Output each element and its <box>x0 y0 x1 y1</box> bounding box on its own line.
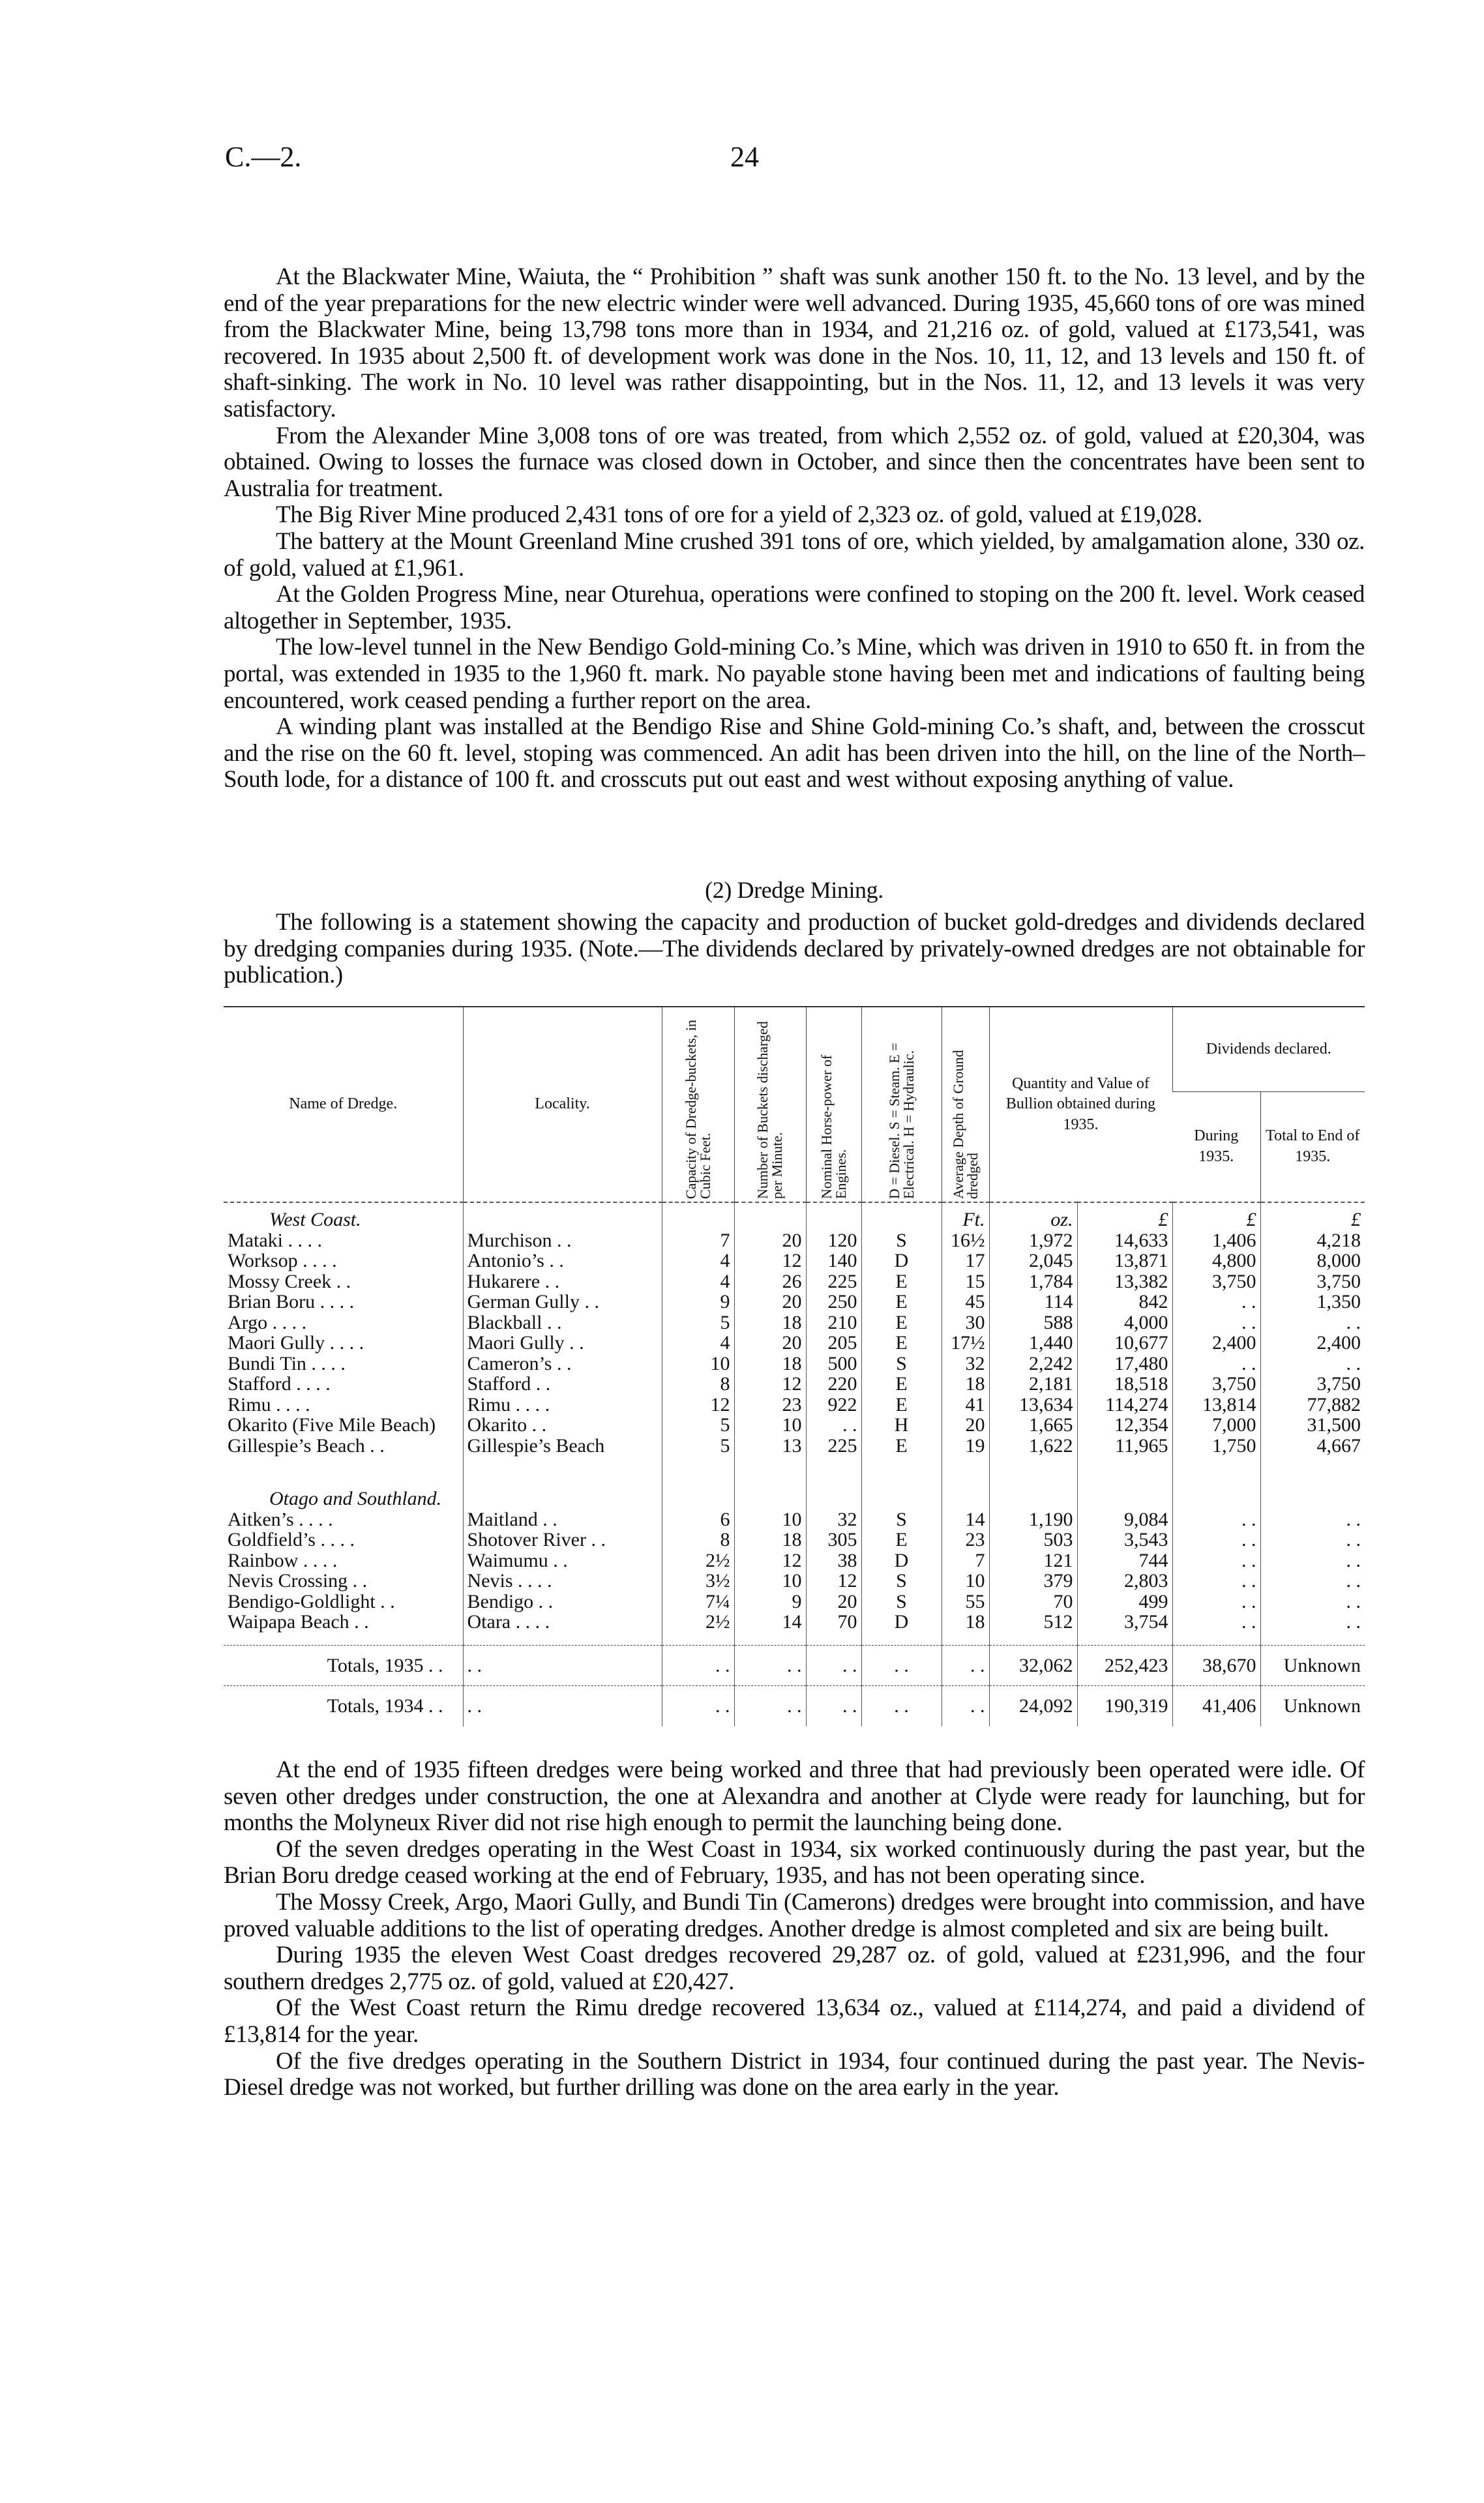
cell: 842 <box>1077 1292 1172 1312</box>
cell: . . <box>1260 1509 1365 1530</box>
cell: 77,882 <box>1260 1395 1365 1415</box>
cell: Bendigo-Goldlight . . <box>228 1590 395 1612</box>
cell: 1,440 <box>989 1333 1077 1354</box>
table-row <box>224 1374 1365 1395</box>
paragraph: From the Alexander Mine 3,008 tons of ore was treated, from which 2,552 oz. of gold, valued at £20,304, was obtained. Owing to losses the furnace was closed down in October, and since then the concentrates have been sent to Australia for treatment. <box>224 422 1365 502</box>
cell: £ <box>1172 1202 1260 1230</box>
cell: D <box>861 1251 942 1271</box>
cell: 14,633 <box>1077 1230 1172 1251</box>
header-capacity: Capacity of Dredge-buckets, in Cubic Feet. <box>682 1020 713 1199</box>
cell: Hukarere . . <box>463 1271 662 1292</box>
cell: . . <box>806 1646 861 1686</box>
table-row <box>224 1395 1365 1415</box>
cell: Blackball . . <box>463 1312 662 1333</box>
cell: 12 <box>734 1374 806 1395</box>
cell: . . <box>1172 1530 1260 1550</box>
cell <box>1077 1482 1172 1509</box>
cell: 31,500 <box>1260 1415 1365 1436</box>
cell: 15 <box>942 1271 989 1292</box>
table-row <box>224 1271 1365 1292</box>
cell <box>861 1202 942 1230</box>
cell: 9,084 <box>1077 1509 1172 1530</box>
cell: . . <box>942 1686 989 1726</box>
cell: S <box>861 1592 942 1612</box>
section-heading-row <box>224 1482 1365 1509</box>
cell: Stafford . . . . <box>228 1373 331 1395</box>
cell: 4 <box>662 1271 734 1292</box>
cell: 38 <box>806 1550 861 1571</box>
cell: 2,400 <box>1172 1333 1260 1354</box>
header-total: Total to End of 1935. <box>1260 1091 1365 1202</box>
cell: 18 <box>734 1354 806 1374</box>
cell: Maitland . . <box>463 1509 662 1530</box>
cell: E <box>861 1436 942 1457</box>
cell: E <box>861 1333 942 1354</box>
cell: Otago and Southland. <box>269 1488 442 1509</box>
cell: 2½ <box>662 1612 734 1633</box>
cell: 7 <box>662 1230 734 1251</box>
cell: German Gully . . <box>463 1292 662 1312</box>
cell: Rimu . . . . <box>463 1395 662 1415</box>
cell: 6 <box>662 1509 734 1530</box>
cell: Nevis Crossing . . <box>228 1570 368 1592</box>
cell: 4,800 <box>1172 1251 1260 1271</box>
header-depth: Average Depth of Ground dredged <box>949 1050 981 1199</box>
cell: 499 <box>1077 1592 1172 1612</box>
cell: 14 <box>734 1612 806 1633</box>
cell: 225 <box>806 1436 861 1457</box>
cell <box>1172 1482 1260 1509</box>
cell: 18 <box>734 1312 806 1333</box>
cell: . . <box>662 1686 734 1726</box>
cell: 26 <box>734 1271 806 1292</box>
cell: 8 <box>662 1374 734 1395</box>
cell <box>734 1202 806 1230</box>
cell: 16½ <box>942 1230 989 1251</box>
cell: 3½ <box>662 1571 734 1592</box>
cell: Goldfield’s . . . . <box>228 1529 355 1550</box>
table-row <box>224 1312 1365 1333</box>
bottom-text <box>224 1757 1365 2101</box>
cell: . . <box>734 1686 806 1726</box>
cell: 12 <box>734 1251 806 1271</box>
cell: 2,400 <box>1260 1333 1365 1354</box>
paragraph: Of the seven dredges operating in the West Coast in 1934, six worked continuously during the past year, but the Brian Boru dredge ceased working at the end of February, 1935, and has not been operating since. <box>224 1835 1365 1889</box>
paragraph: The low-level tunnel in the New Bendigo Gold-mining Co.’s Mine, which was driven in 1910 to 650 ft. in from the portal, was extended in 1935 to the 1,960 ft. mark. No payable stone having been met and indications of faulting being encountered, work ceased pending a further report on the area. <box>224 634 1365 714</box>
paragraph: At the end of 1935 fifteen dredges were being worked and three that had previously been operated were idle. Of seven other dredges under construction, the one at Alexandra and another at Clyde were ready for launching, but for months the Molyneux River did not rise high enough to permit the launching being done. <box>224 1756 1365 1837</box>
cell <box>1260 1482 1365 1509</box>
cell: Brian Boru . . . . <box>228 1291 355 1312</box>
page-number: 24 <box>730 141 759 173</box>
cell: E <box>861 1271 942 1292</box>
paragraph: The Big River Mine produced 2,431 tons of ore for a yield of 2,323 oz. of gold, valued at £19,028. <box>276 501 1202 529</box>
cell <box>662 1482 734 1509</box>
cell: 220 <box>806 1374 861 1395</box>
header-power-type: D = Diesel. S = Steam. E = Electrical. H = Hydraulic. <box>885 1043 917 1199</box>
cell <box>806 1482 861 1509</box>
cell: S <box>861 1509 942 1530</box>
header-bullion: Quantity and Value of Bullion obtained during 1935. <box>989 1007 1172 1202</box>
cell: . . <box>861 1646 942 1686</box>
cell: 13,871 <box>1077 1251 1172 1271</box>
cell: 13,634 <box>989 1395 1077 1415</box>
cell: 17½ <box>942 1333 989 1354</box>
cell: 1,784 <box>989 1271 1077 1292</box>
cell: 18 <box>942 1612 989 1633</box>
table-row <box>224 1292 1365 1312</box>
cell: 14 <box>942 1509 989 1530</box>
cell: 305 <box>806 1530 861 1550</box>
cell: 2,045 <box>989 1251 1077 1271</box>
cell: 32 <box>942 1354 989 1374</box>
cell: 5 <box>662 1312 734 1333</box>
table-row <box>224 1509 1365 1530</box>
cell: 38,670 <box>1172 1646 1260 1686</box>
cell: Mossy Creek . . <box>228 1270 351 1292</box>
cell: 18 <box>942 1374 989 1395</box>
cell: 55 <box>942 1592 989 1612</box>
cell: 18,518 <box>1077 1374 1172 1395</box>
cell: Maori Gully . . <box>463 1333 662 1354</box>
cell: oz. <box>989 1202 1077 1230</box>
paragraph: The following is a statement showing the capacity and production of bucket gold-dredges and dividends declared by dredging companies during 1935. (Note.—The dividends declared by privately-owned dredges are not obtainable for publication.) <box>224 909 1365 989</box>
cell: 10 <box>942 1571 989 1592</box>
header-dividends: Dividends declared. <box>1172 1007 1365 1091</box>
cell: 2,242 <box>989 1354 1077 1374</box>
cell <box>463 1202 662 1230</box>
cell: 13,382 <box>1077 1271 1172 1292</box>
cell: . . <box>806 1415 861 1436</box>
cell: . . <box>1172 1592 1260 1612</box>
cell: 7,000 <box>1172 1415 1260 1436</box>
cell: Gillespie’s Beach . . <box>228 1434 385 1457</box>
cell: 2½ <box>662 1550 734 1571</box>
cell: 2,803 <box>1077 1571 1172 1592</box>
cell: 9 <box>662 1292 734 1312</box>
cell: . . <box>861 1686 942 1726</box>
cell: S <box>861 1571 942 1592</box>
table-row <box>224 1415 1365 1436</box>
cell: E <box>861 1292 942 1312</box>
cell: Shotover River . . <box>463 1530 662 1550</box>
cell: 2,181 <box>989 1374 1077 1395</box>
cell: E <box>861 1530 942 1550</box>
cell: 1,622 <box>989 1436 1077 1457</box>
cell: 379 <box>989 1571 1077 1592</box>
cell: . . <box>463 1686 662 1726</box>
cell: 4 <box>662 1251 734 1271</box>
cell: 32,062 <box>989 1646 1077 1686</box>
cell: 12 <box>734 1550 806 1571</box>
cell: Nevis . . . . <box>463 1571 662 1592</box>
cell: Aitken’s . . . . <box>228 1508 333 1530</box>
cell: E <box>861 1374 942 1395</box>
cell: 45 <box>942 1292 989 1312</box>
top-text <box>224 264 1365 793</box>
cell: 588 <box>989 1312 1077 1333</box>
cell: Stafford . . <box>463 1374 662 1395</box>
cell: 19 <box>942 1436 989 1457</box>
cell: . . <box>1172 1612 1260 1633</box>
table-row <box>224 1592 1365 1612</box>
cell: 10,677 <box>1077 1333 1172 1354</box>
cell: . . <box>1260 1592 1365 1612</box>
table-row <box>224 1530 1365 1550</box>
cell: 17 <box>942 1251 989 1271</box>
cell <box>463 1482 662 1509</box>
cell: . . <box>734 1646 806 1686</box>
cell: 9 <box>734 1592 806 1612</box>
cell: . . <box>1172 1509 1260 1530</box>
cell: 23 <box>942 1530 989 1550</box>
cell: 17,480 <box>1077 1354 1172 1374</box>
cell: . . <box>806 1686 861 1726</box>
cell: 512 <box>989 1612 1077 1633</box>
table-row <box>224 1354 1365 1374</box>
table-row <box>224 1333 1365 1354</box>
table-row <box>224 1230 1365 1251</box>
paragraph: At the Golden Progress Mine, near Oturehua, operations were confined to stoping on the 200 ft. level. Work ceased altogether in September, 1935. <box>224 581 1365 634</box>
cell: 140 <box>806 1251 861 1271</box>
cell: £ <box>1260 1202 1365 1230</box>
cell: 500 <box>806 1354 861 1374</box>
cell <box>734 1482 806 1509</box>
cell: Unknown <box>1260 1686 1365 1726</box>
cell: 70 <box>989 1592 1077 1612</box>
cell: 120 <box>806 1230 861 1251</box>
cell: 3,754 <box>1077 1612 1172 1633</box>
cell: . . <box>1260 1312 1365 1333</box>
paragraph: The Mossy Creek, Argo, Maori Gully, and Bundi Tin (Camerons) dredges were brought into commission, and have proved valuable additions to the list of operating dredges. Another dredge is almost completed and six are being built. <box>224 1888 1365 1942</box>
cell: 1,972 <box>989 1230 1077 1251</box>
cell <box>989 1482 1077 1509</box>
cell: Rimu . . . . <box>228 1393 310 1415</box>
cell: West Coast. <box>269 1209 361 1230</box>
cell: Totals, 1935 . . <box>224 1646 463 1686</box>
header-during: During 1935. <box>1172 1091 1260 1202</box>
cell: 252,423 <box>1077 1646 1172 1686</box>
cell: S <box>861 1354 942 1374</box>
cell: . . <box>1172 1312 1260 1333</box>
paragraph: Of the five dredges operating in the Southern District in 1934, four continued during the past year. The Nevis-Diesel dredge was not worked, but further drilling was done on the area early in the year. <box>224 2047 1365 2101</box>
cell: 30 <box>942 1312 989 1333</box>
header-locality: Locality. <box>463 1007 662 1202</box>
cell: 922 <box>806 1395 861 1415</box>
cell: 114 <box>989 1292 1077 1312</box>
cell: 210 <box>806 1312 861 1333</box>
section-heading-row <box>224 1202 1365 1230</box>
cell: 1,190 <box>989 1509 1077 1530</box>
cell: 7¼ <box>662 1592 734 1612</box>
cell: 1,406 <box>1172 1230 1260 1251</box>
dredge-table <box>224 1006 1365 1726</box>
cell: Worksop . . . . <box>228 1250 337 1271</box>
cell: Waipapa Beach . . <box>228 1611 369 1633</box>
cell: S <box>861 1230 942 1251</box>
cell: Rainbow . . . . <box>228 1549 338 1571</box>
cell: 250 <box>806 1292 861 1312</box>
cell: . . <box>1172 1550 1260 1571</box>
cell: £ <box>1077 1202 1172 1230</box>
cell: 12,354 <box>1077 1415 1172 1436</box>
cell: 205 <box>806 1333 861 1354</box>
cell: 32 <box>806 1509 861 1530</box>
cell: 10 <box>662 1354 734 1374</box>
cell: 23 <box>734 1395 806 1415</box>
header-name: Name of Dredge. <box>224 1007 463 1202</box>
cell: Murchison . . <box>463 1230 662 1251</box>
cell: 1,665 <box>989 1415 1077 1436</box>
cell: Mataki . . . . <box>228 1229 322 1251</box>
cell: . . <box>1260 1571 1365 1592</box>
cell: 744 <box>1077 1550 1172 1571</box>
cell: . . <box>1172 1354 1260 1374</box>
section-heading: (2) Dredge Mining. <box>705 877 883 903</box>
cell: D <box>861 1612 942 1633</box>
table-row <box>224 1436 1365 1457</box>
paragraph: The battery at the Mount Greenland Mine crushed 391 tons of ore, which yielded, by amalgamation alone, 330 oz. of gold, valued at £1,961. <box>224 527 1365 582</box>
cell: . . <box>463 1646 662 1686</box>
cell: Waimumu . . <box>463 1550 662 1571</box>
cell: 3,750 <box>1260 1374 1365 1395</box>
cell: . . <box>1172 1571 1260 1592</box>
cell: 13 <box>734 1436 806 1457</box>
cell: 4 <box>662 1333 734 1354</box>
cell: Totals, 1934 . . <box>224 1686 463 1726</box>
table-row <box>224 1571 1365 1592</box>
cell: E <box>861 1395 942 1415</box>
cell: 20 <box>734 1292 806 1312</box>
cell: 3,543 <box>1077 1530 1172 1550</box>
cell: 10 <box>734 1415 806 1436</box>
cell: Gillespie’s Beach <box>463 1436 662 1457</box>
cell: Antonio’s . . <box>463 1251 662 1271</box>
cell: 8,000 <box>1260 1251 1365 1271</box>
cell: Okarito . . <box>463 1415 662 1436</box>
cell: 18 <box>734 1530 806 1550</box>
cell: Okarito (Five Mile Beach) <box>228 1414 436 1436</box>
cell: . . <box>1260 1354 1365 1374</box>
cell: 20 <box>734 1230 806 1251</box>
cell: Cameron’s . . <box>463 1354 662 1374</box>
cell: 12 <box>806 1571 861 1592</box>
table-row <box>224 1612 1365 1633</box>
cell: 10 <box>734 1509 806 1530</box>
cell: 3,750 <box>1172 1374 1260 1395</box>
intro-text <box>224 910 1365 989</box>
paragraph: A winding plant was installed at the Bendigo Rise and Shine Gold-mining Co.’s shaft, and, between the crosscut and the rise on the 60 ft. level, stoping was commenced. An adit has been driven into the hill, on the line of the North–South lode, for a distance of 100 ft. and crosscuts put out east and west without exposing anything of value. <box>224 713 1365 793</box>
cell: . . <box>662 1646 734 1686</box>
cell: . . <box>1172 1292 1260 1312</box>
cell: 41,406 <box>1172 1686 1260 1726</box>
cell: . . <box>942 1646 989 1686</box>
cell: Ft. <box>942 1202 989 1230</box>
cell <box>861 1482 942 1509</box>
cell: 11,965 <box>1077 1436 1172 1457</box>
cell: Bundi Tin . . . . <box>228 1352 346 1374</box>
paragraph: During 1935 the eleven West Coast dredges recovered 29,287 oz. of gold, valued at £231,996, and the four southern dredges 2,775 oz. of gold, valued at £20,427. <box>224 1942 1365 1995</box>
cell: 20 <box>806 1592 861 1612</box>
cell: . . <box>1260 1530 1365 1550</box>
cell: 114,274 <box>1077 1395 1172 1415</box>
cell: 225 <box>806 1271 861 1292</box>
cell: 1,750 <box>1172 1436 1260 1457</box>
cell: 3,750 <box>1260 1271 1365 1292</box>
cell: 24,092 <box>989 1686 1077 1726</box>
cell: 3,750 <box>1172 1271 1260 1292</box>
cell: Maori Gully . . . . <box>228 1332 364 1354</box>
cell: 121 <box>989 1550 1077 1571</box>
cell: 10 <box>734 1571 806 1592</box>
cell: H <box>861 1415 942 1436</box>
cell: 5 <box>662 1436 734 1457</box>
cell: 70 <box>806 1612 861 1633</box>
table-row <box>224 1251 1365 1271</box>
totals-row <box>224 1686 1365 1726</box>
cell: 20 <box>942 1415 989 1436</box>
header-horsepower: Nominal Horse-power of Engines. <box>818 1054 849 1199</box>
totals-row <box>224 1646 1365 1686</box>
cell: . . <box>1260 1612 1365 1633</box>
cell: 41 <box>942 1395 989 1415</box>
cell: Argo . . . . <box>228 1311 307 1333</box>
cell: 4,000 <box>1077 1312 1172 1333</box>
cell: 13,814 <box>1172 1395 1260 1415</box>
paragraph: Of the West Coast return the Rimu dredge recovered 13,634 oz., valued at £114,274, and paid a dividend of £13,814 for the year. <box>224 1994 1365 2048</box>
cell <box>942 1482 989 1509</box>
cell: 1,350 <box>1260 1292 1365 1312</box>
cell: 12 <box>662 1395 734 1415</box>
cell: 190,319 <box>1077 1686 1172 1726</box>
paragraph: At the Blackwater Mine, Waiuta, the “ Prohibition ” shaft was sunk another 150 ft. to the No. 13 level, and by the end of the year preparations for the new electric winder were well advanced. During 1935, 45,660 tons of ore was mined from the Blackwater Mine, being 13,798 tons more than in 1934, and 21,216 oz. of gold, valued at £173,541, was recovered. In 1935 about 2,500 ft. of development work was done in the Nos. 10, 11, 12, and 13 levels and 150 ft. of shaft-sinking. The work in No. 10 level was rather disappointing, but in the Nos. 11, 12, and 13 levels it was very satisfactory. <box>224 263 1365 422</box>
cell: E <box>861 1312 942 1333</box>
table-row <box>224 1550 1365 1571</box>
cell: 7 <box>942 1550 989 1571</box>
cell: Bendigo . . <box>463 1592 662 1612</box>
cell: 4,667 <box>1260 1436 1365 1457</box>
cell: . . <box>1260 1550 1365 1571</box>
cell: Otara . . . . <box>463 1612 662 1633</box>
cell: D <box>861 1550 942 1571</box>
cell <box>806 1202 861 1230</box>
cell <box>662 1202 734 1230</box>
cell: 5 <box>662 1415 734 1436</box>
cell: Unknown <box>1260 1646 1365 1686</box>
document-code: C.—2. <box>225 141 302 173</box>
cell: 20 <box>734 1333 806 1354</box>
cell: 8 <box>662 1530 734 1550</box>
header-buckets: Number of Buckets discharged per Minute. <box>754 1021 785 1199</box>
cell: 4,218 <box>1260 1230 1365 1251</box>
cell: 503 <box>989 1530 1077 1550</box>
